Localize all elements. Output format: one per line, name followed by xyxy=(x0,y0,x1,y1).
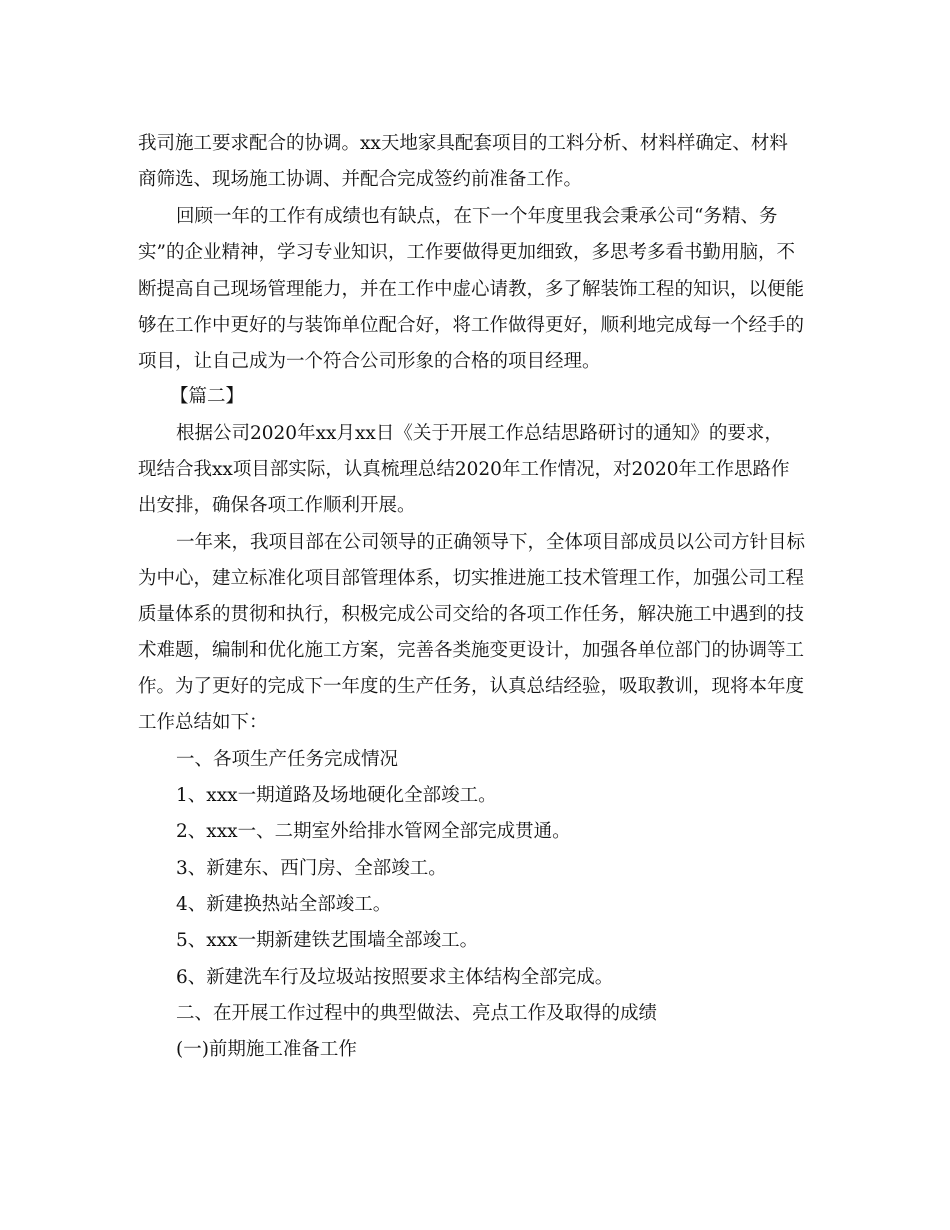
paragraph-line: 工作总结如下： xyxy=(138,712,268,733)
paragraph-line: 回顾一年的工作有成绩也有缺点，在下一个年度里我会秉承公司“务精、务 xyxy=(176,206,778,227)
paragraph-line: 商筛选、现场施工协调、并配合完成签约前准备工作。 xyxy=(138,169,583,190)
paragraph-line: 断提高自己现场管理能力，并在工作中虚心请教，多了解装饰工程的知识，以便能 xyxy=(138,279,805,300)
subsection-heading: (一)前期施工准备工作 xyxy=(176,1039,357,1060)
list-heading: 二、在开展工作过程中的典型做法、亮点工作及取得的成绩 xyxy=(176,1003,658,1024)
paragraph-line: 作。为了更好的完成下一年度的生产任务，认真总结经验，吸取教训，现将本年度 xyxy=(138,676,805,697)
paragraph-line: 够在工作中更好的与装饰单位配合好，将工作做得更好，顺利地完成每一个经手的 xyxy=(138,315,805,336)
section-heading: 【篇二】 xyxy=(170,386,245,407)
paragraph-line: 项目，让自己成为一个符合公司形象的合格的项目经理。 xyxy=(138,351,601,372)
paragraph-line: 质量体系的贯彻和执行，积极完成公司交给的各项工作任务，解决施工中遇到的技 xyxy=(138,604,805,625)
paragraph-line: 术难题，编制和优化施工方案，完善各类施变更设计，加强各单位部门的协调等工 xyxy=(138,640,805,661)
paragraph-line: 出安排，确保各项工作顺利开展。 xyxy=(138,495,416,516)
list-heading: 一、各项生产任务完成情况 xyxy=(176,749,399,770)
paragraph-line: 为中心，建立标准化项目部管理体系，切实推进施工技术管理工作，加强公司工程 xyxy=(138,568,805,589)
list-item: 4、新建换热站全部竣工。 xyxy=(176,894,392,915)
paragraph-line: 现结合我xx项目部实际，认真梳理总结2020年工作情况，对2020年工作思路作 xyxy=(138,459,790,480)
paragraph-line: 我司施工要求配合的协调。xx天地家具配套项目的工料分析、材料样确定、材料 xyxy=(138,133,788,154)
list-item: 6、新建洗车行及垃圾站按照要求主体结构全部完成。 xyxy=(176,967,614,988)
list-item: 3、新建东、西门房、全部竣工。 xyxy=(176,858,447,879)
paragraph-line: 实”的企业精神，学习专业知识，工作要做得更加细致，多思考多看书勤用脑，不 xyxy=(138,242,795,263)
paragraph-line: 根据公司2020年xx月xx日《关于开展工作总结思路研讨的通知》的要求， xyxy=(176,423,783,444)
list-item: 2、xxx一、二期室外给排水管网全部完成贯通。 xyxy=(176,821,571,842)
list-item: 5、xxx一期新建铁艺围墙全部竣工。 xyxy=(176,930,479,951)
list-item: 1、xxx一期道路及场地硬化全部竣工。 xyxy=(176,785,497,806)
paragraph-line: 一年来，我项目部在公司领导的正确领导下，全体项目部成员以公司方针目标 xyxy=(176,532,806,553)
